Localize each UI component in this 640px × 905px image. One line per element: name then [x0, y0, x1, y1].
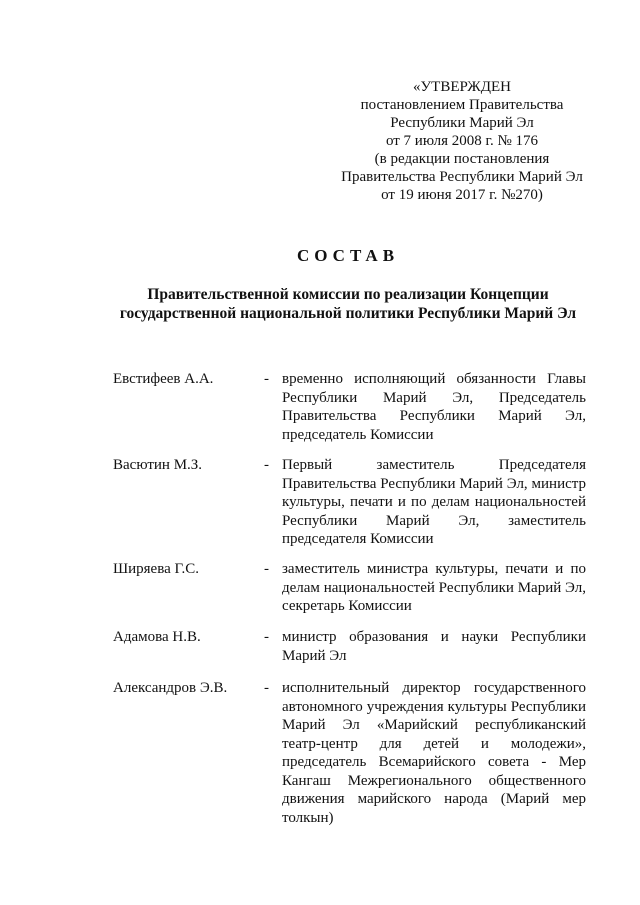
member-name: Евстифеев А.А.: [113, 371, 214, 387]
member-name: Васютин М.З.: [113, 457, 203, 473]
document-heading: СОСТАВ: [296, 246, 400, 265]
member-dash: -: [264, 561, 269, 577]
member-dash: -: [264, 680, 269, 696]
approval-line: (в редакции постановления: [374, 151, 550, 167]
approval-stamp: [330, 78, 594, 204]
member-name: Ширяева Г.С.: [113, 561, 199, 577]
member-role: временно исполняющий обязанности Главы Республики Марий Эл, Председатель Правительства Республики Марий Эл, председатель Комиссии: [282, 371, 586, 443]
approval-line: «УТВЕРЖДЕН: [413, 79, 511, 95]
document-subtitle: Правительственной комиссии по реализации Концепции государственной национальной политики Республики Марий Эл: [119, 286, 577, 322]
member-role: исполнительный директор государственного автономного учреждения культуры Республики Марий Эл «Марийский республиканский театр-центр для детей и молодежи», председатель Всемарийского совета - Мер Кангаш Межрегионального общественного движения марийского народа (Марий мер толкын): [282, 680, 586, 826]
approval-line: Республики Марий Эл: [390, 115, 534, 131]
member-role: министр образования и науки Республики Марий Эл: [282, 629, 586, 664]
approval-line: от 19 июня 2017 г. №270): [381, 187, 543, 203]
member-role: заместитель министра культуры, печати и по делам национальностей Республики Марий Эл, секретарь Комиссии: [282, 561, 586, 614]
member-name: Александров Э.В.: [113, 680, 228, 696]
approval-line: от 7 июля 2008 г. № 176: [385, 133, 539, 149]
member-dash: -: [264, 371, 269, 387]
approval-line: постановлением Правительства: [360, 97, 564, 113]
member-dash: -: [264, 457, 269, 473]
approval-line: Правительства Республики Марий Эл: [341, 169, 583, 185]
member-role: Первый заместитель Председателя Правительства Республики Марий Эл, министр культуры, печати и по делам национальностей Республики Марий Эл, заместитель председателя Комиссии: [282, 457, 586, 547]
member-name: Адамова Н.В.: [113, 629, 201, 645]
member-dash: -: [264, 629, 269, 645]
